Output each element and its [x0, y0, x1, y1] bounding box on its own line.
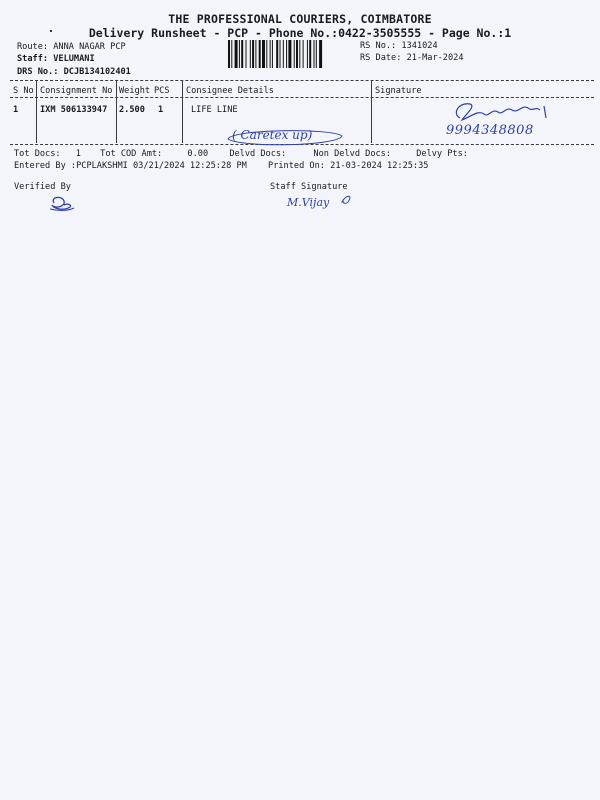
route-value: ANNA NAGAR PCP: [53, 42, 126, 52]
company-title: THE PROFESSIONAL COURIERS, COIMBATORE: [168, 12, 432, 26]
tot-cod-label: Tot COD Amt:: [100, 149, 163, 159]
drs-value: DCJB134102401: [63, 67, 131, 77]
entered-by-value: PCPLAKSHMI 03/21/2024 12:25:28 PM: [76, 161, 247, 171]
printed-on-value: 21-03-2024 12:25:35: [330, 161, 429, 171]
col-header-consignment: Consignment No: [40, 86, 113, 96]
column-divider: [116, 81, 117, 143]
delvy-pts-label: Delvy Pts:: [416, 149, 468, 159]
signature-phone-number: 9994348808: [446, 123, 534, 138]
rs-date-line: [360, 53, 464, 63]
verifier-initials-icon: [46, 193, 76, 213]
tot-docs-value: 1: [75, 149, 81, 159]
column-divider: [182, 81, 183, 143]
verified-by-label: Verified By: [14, 182, 71, 192]
col-header-sno: S No: [13, 86, 34, 96]
table-top-rule: [10, 80, 594, 81]
totals-line: [14, 149, 468, 159]
cell-sno: 1: [13, 105, 19, 115]
staff-value: VELUMANI: [53, 54, 95, 64]
rs-no-label: RS No.:: [360, 41, 397, 51]
barcode-image: [228, 40, 356, 68]
staff-signature-handwriting: M.Vijay: [287, 196, 330, 209]
cell-consignment: IXM 506133947: [40, 105, 108, 115]
tot-docs-label: Tot Docs:: [14, 149, 61, 159]
col-header-pcs: PCS: [154, 86, 170, 96]
rs-no-line: [360, 41, 438, 51]
cell-weight: 2.500: [119, 105, 145, 115]
staff-signature-flourish-icon: [338, 190, 356, 208]
staff-signature-label: Staff Signature: [270, 182, 348, 192]
rs-no-value: 1341024: [401, 41, 438, 51]
printed-on-label: Printed On:: [268, 161, 325, 171]
drs-label: DRS No.:: [17, 67, 59, 77]
rs-date-value: 21-Mar-2024: [406, 53, 464, 63]
route-label: Route:: [17, 42, 49, 52]
staff-label: Staff:: [17, 54, 49, 64]
col-header-consignee: Consignee Details: [186, 86, 274, 96]
handwritten-consignee-note: [222, 126, 347, 150]
receiver-signature-icon: [448, 96, 558, 126]
tot-cod-value: 0.00: [187, 149, 209, 159]
entered-by-label: Entered By :: [14, 161, 77, 171]
cell-pcs: 1: [158, 105, 164, 115]
non-delvd-docs-label: Non Delvd Docs:: [313, 149, 392, 159]
column-divider: [36, 81, 37, 143]
cell-consignee: LIFE LINE: [191, 105, 238, 115]
col-header-weight: Weight: [119, 86, 151, 96]
consignee-note-text: ( Caretex up): [232, 128, 313, 142]
delvd-docs-label: Delvd Docs:: [229, 149, 287, 159]
runsheet-title: Delivery Runsheet - PCP - Phone No.:0422-3505555 - Page No.:1: [88, 26, 512, 40]
staff-line: [17, 54, 95, 64]
column-divider: [371, 81, 372, 143]
rs-date-label: RS Date:: [360, 53, 402, 63]
col-header-signature: Signature: [375, 86, 422, 96]
route-line: [17, 42, 126, 52]
drs-line: [17, 67, 131, 77]
entered-line: [14, 161, 428, 171]
